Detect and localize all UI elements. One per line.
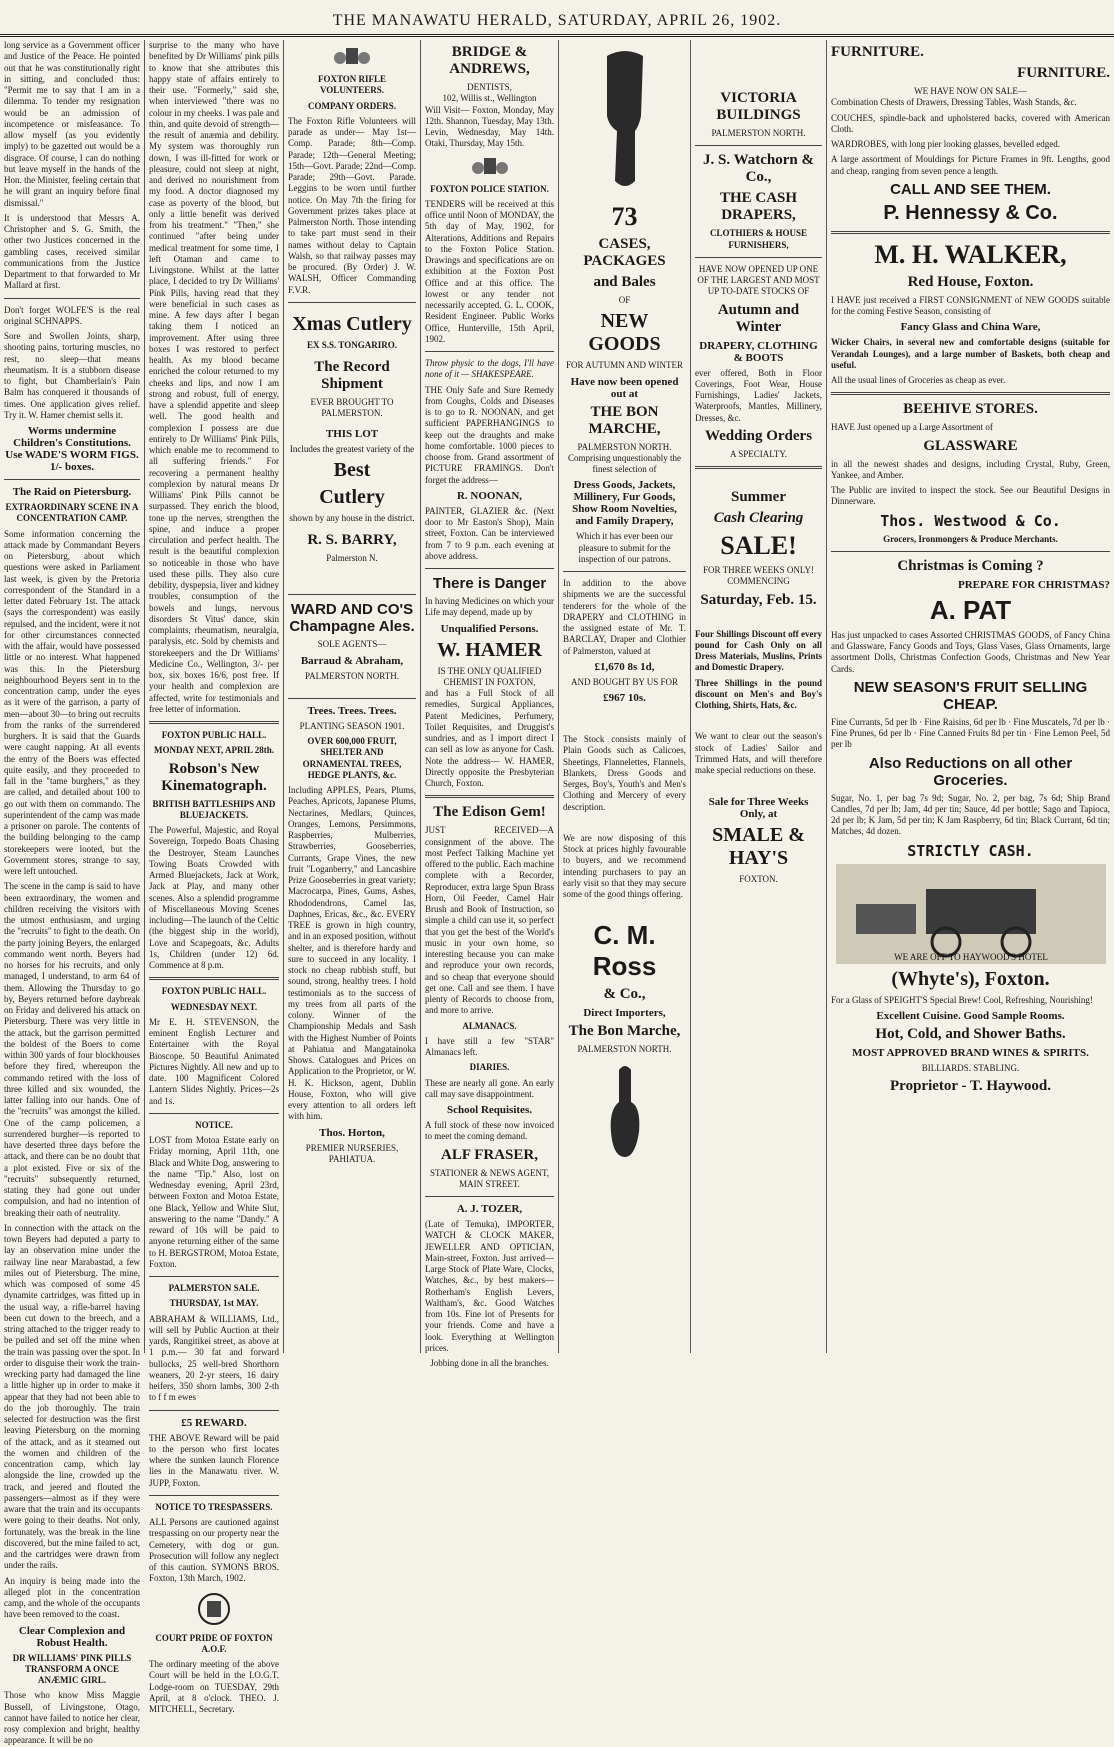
- ad-text: Wicker Chairs, in several new and comfortable designs (suitable for Verandah Lounges), and a large number of Baskets, both cheap and useful.: [831, 337, 1110, 370]
- ad-text: Sore and Swollen Joints, sharp, shooting pains, torturing muscles, no rest, no sleep—that means rheumatism. It is a stubborn disease to fight, but Chamberlain's Pain Balm has conquered it thousands of times. One application gives relief. Try it. W. Hamer chemist sells it.: [4, 331, 140, 420]
- ad-text: WE HAVE NOW ON SALE—: [914, 86, 1027, 96]
- divider: [288, 698, 416, 699]
- ad-heading: BEEHIVE STORES.: [903, 401, 1038, 418]
- ad-text: I HAVE just received a FIRST CONSIGNMENT of NEW GOODS suitable for the coming Festive Season, consisting of: [831, 294, 1110, 316]
- divider: [695, 466, 822, 469]
- ad-text: ALL Persons are cautioned against trespassing on our property near the Cemetery, with dog or gun. Prosecution will follow any neglect of this caution. SYMONS BROS. Foxton, 13th March, 1902.: [149, 1517, 279, 1584]
- ad-text: FOR THREE WEEKS ONLY!: [702, 565, 814, 575]
- ad-heading: ALMANACS.: [462, 1020, 517, 1031]
- masthead-rule: [0, 34, 1114, 37]
- ad-text: THE Only Safe and Sure Remedy from Coughs, Colds and Diseases is to go to R. NOONAN, and get sufficient PAPERHANGINGS to keep out the draughts and make home comfortable. 1000 pieces to choose from. Grand assortment of PICTURE FRAMINGS. Don't forget the address—: [425, 384, 554, 485]
- ad-text: DENTISTS,: [467, 82, 512, 92]
- article-text: Some information concerning the attack made by Commandant Beyers on Pietersburg, about which questions were asked in Parliament last week, is given by the Pretoria correspondent of the Standard in a letter dated February 1st. The attack (says the correspondent) was easily repulsed, and the incident, were it not for other circumstances connected with the affair, would have possessed little or no interest. What happened was this. In the Pietersburg neighbourhood Beyers sent in to the concentration camp, under the eyes as it were of the garrison, a party of men—about 30—to bring out recruits from the ranks of the surrendered burghers. It is said that the Guards were caught napping. At all events the entry of the Boers was effected quite easily, and they proceeded to fall in the "tame burghers," as they are called, and detailed about 100 to go out with them on commando. The superintendent of the camp was made a prisoner on parole. The contents of the building belonging to the camp storekeepers were looted, but the Government stores, strange to say, were left untouched.: [4, 528, 140, 876]
- article-text: In connection with the attack on the town Beyers had deputed a party to lay an observation mine under the railway line near Marabastad, a few miles out of Pietersburg. The mine, which was composed of some 45 dynamite cartridges, was fitted up in the usual way, a rifle-barrel having been cut down to the breech, and a string attached to the trigger ready to be pulled and set off the mine when the train was passing over the spot. In order to disguise their work the train-wrecking party had damaged the line a little higher up in order to make it appear that they had not been able to do the job thoroughly. The train selected for destruction was the first leaving Pietersburg on the morning of the attack, and as it steamed out the women and children of the concentration camp, which lay alongside the line, crowded up the track, and jeered and flouted the passengers—almost as if they were aware that the train and its occupants were going to their deaths. Not only, fortunately, was the break in the line discovered, but the mine failed to act, and the cartridges were drawn from under the rails.: [4, 1222, 140, 1571]
- divider: [149, 1495, 279, 1496]
- crest-icon: [194, 1589, 234, 1629]
- article-subheading: DR WILLIAMS' PINK PILLS TRANSFORM A ONCE ANÆMIC GIRL.: [12, 1652, 132, 1685]
- ad-text: Four Shillings Discount off every pound for Cash Only on all Dress Materials, Muslins, Prints and Domestic Drapery.: [695, 628, 822, 673]
- ad-heading: Also Reductions on all other Groceries.: [868, 754, 1073, 789]
- royal-arms-icon: [470, 154, 510, 180]
- coach-illustration: [836, 864, 1106, 964]
- ad-heading: Proprietor - T. Haywood.: [890, 1078, 1051, 1094]
- ad-subheading: COMPANY ORDERS.: [308, 100, 396, 111]
- ad-text: Grocers, Ironmongers & Produce Merchants.: [883, 533, 1058, 544]
- ad-text: PREMIER NURSERIES, PAHIATUA.: [305, 1142, 399, 1164]
- ad-heading: NEW GOODS: [588, 310, 661, 356]
- ad-text: The Powerful, Majestic, and Royal Sovereign, Torpedo Boats Chasing the Destroyer, Steam Launches Towing Boats Crowded with Armed Bluejackets, Jack at Work, Jack at Play, and many other scenes. Also a splendid programme of Miscellaneous Moving Scenes including—The launch of the Celtic (the biggest ship in the world), Love and Scapegoats, &c. Adults 1s, Children (under 12) 6d. Commence at 8 p.m.: [149, 825, 279, 970]
- article-text: An inquiry is being made into the alleged plot in the concentration camp, and the whole of the occupants have been removed to the coast.: [4, 1575, 140, 1620]
- ad-heading: ALF FRASER,: [441, 1146, 538, 1163]
- ad-text: Will Visit— Foxton, Monday, May 12th. Shannon, Tuesday, May 13th. Levin, Wednesday, May 14th. Otaki, Thursday, May 15th.: [425, 104, 554, 149]
- ad-heading: CALL AND SEE THEM.: [890, 180, 1051, 198]
- ad-heading: Cutlery: [319, 485, 385, 508]
- ad-text: FOR AUTUMN AND WINTER: [565, 360, 684, 371]
- ad-text: SOLE AGENTS—: [317, 639, 387, 650]
- ad-heading: VICTORIA BUILDINGS: [716, 90, 801, 123]
- ad-text: The Public are invited to inspect the stock. See our Beautiful Designs in Dinnerware.: [831, 485, 1110, 507]
- ad-text: Three Shillings in the pound discount on Men's and Boy's Clothing, Shirts, Hats, &c.: [695, 677, 822, 710]
- masthead: [0, 0, 1114, 40]
- ad-text: FOXTON.: [739, 874, 778, 885]
- ad-heading: Sale for Three Weeks Only, at: [708, 796, 809, 821]
- ad-heading: School Requisites.: [447, 1104, 532, 1116]
- ad-text: in all the newest shades and designs, including Crystal, Ruby, Green, Yankee, and Amber.: [831, 458, 1110, 480]
- ad-text: The Stock consists mainly of Plain Goods such as Calicoes, Sheetings, Flannelettes, Flannels, Blankets, Dress Goods and Serges, Boy's, Youth's and Men's Clothing and Mercery of every description.: [563, 734, 686, 812]
- ad-heading: DIARIES.: [469, 1062, 510, 1073]
- ad-text: Don't forget WOLFE'S is the real original SCHNAPPS.: [4, 304, 140, 326]
- ad-heading: (Whyte's), Foxton.: [891, 967, 1050, 990]
- ad-heading: Barraud & Abraham,: [300, 654, 404, 667]
- ad-subheading: IS THE ONLY QUALIFIED CHEMIST IN FOXTON,: [437, 665, 542, 687]
- ad-heading: A. J. TOZER,: [456, 1203, 523, 1215]
- ad-heading: & Co.,: [603, 986, 646, 1003]
- ad-heading: PREPARE FOR CHRISTMAS?: [958, 578, 1110, 591]
- page-title: THE MANAWATU HERALD, SATURDAY, APRIL 26, 1902.: [332, 12, 782, 29]
- divider: [425, 351, 554, 352]
- ad-text: COMMENCING: [727, 576, 790, 587]
- ad-heading: Excellent Cuisine. Good Sample Rooms.: [876, 1009, 1065, 1022]
- ad-heading: Summer: [731, 489, 786, 505]
- ad-heading: NEW SEASON'S FRUIT SELLING CHEAP.: [853, 678, 1088, 713]
- ad-heading: THE CASH DRAPERS,: [719, 190, 798, 224]
- divider: [149, 977, 279, 980]
- ad-text: Includes the greatest variety of the: [289, 443, 415, 454]
- ad-text: Jobbing done in all the branches.: [430, 1358, 549, 1368]
- ad-heading: Have now been opened out at: [570, 375, 679, 400]
- column-1: [0, 40, 144, 1746]
- divider: [288, 302, 416, 303]
- ad-heading: FOXTON PUBLIC HALL.: [161, 986, 267, 997]
- ad-text: ever offered, Both in Floor Coverings, Foot Wear, House Furnishings, Ladies' Jackets, Waterproofs, Mantles, Millinery, Dresses, &c.: [695, 367, 822, 423]
- divider: [4, 479, 140, 480]
- ad-text: I have still a few "STAR" Almanacs left.: [425, 1035, 554, 1057]
- ad-heading: PALMERSTON SALE.: [168, 1283, 260, 1293]
- ad-heading: FURNITURE.: [831, 44, 924, 60]
- article-text: It is understood that Messrs A. Christopher and S. G. Smith, the other two Justices concerned in the gambling cases, received similar communications from the Justice Department to that forwarded to Mr Mallard at first.: [4, 212, 140, 291]
- ad-text: 102, Willis st., Wellington: [442, 93, 537, 104]
- ad-heading: The Edison Gem!: [433, 804, 546, 821]
- ad-text: A large assortment of Mouldings for Picture Frames in 9ft. Lengths, good and cheap, ranging from seven pence a length.: [831, 154, 1110, 176]
- ad-text: Has just unpacked to cases Assorted CHRISTMAS GOODS, of Fancy China and Glassware, Fancy Goods and Toys, Glass Vases, Glass Ornaments, large assortment Dolls, Christmas Confection Goods, Christmas and New Year Cards.: [831, 629, 1110, 674]
- column-7: [827, 40, 1114, 1353]
- column-2: [145, 40, 283, 1714]
- ad-text: PALMERSTON NORTH.: [577, 1044, 672, 1055]
- ad-text: COUCHES, spindle-back and upholstered backs, covered with American Cloth.: [831, 112, 1110, 134]
- ad-text: THE ABOVE Reward will be paid to the person who first locates where the sunken launch Florence lies in the Manawatu river. W. JUPP, Foxton.: [149, 1432, 279, 1488]
- article-text: Those who know Miss Maggie Bussell, of Livingstone, Otago, cannot have failed to notice her clear, rosy complexion and bright, healthy appearance. It will be no: [4, 1690, 140, 1746]
- ad-heading: FOXTON POLICE STATION.: [430, 183, 549, 194]
- divider: [831, 392, 1110, 395]
- ad-text: Palmerston N.: [326, 553, 378, 563]
- ad-text: Mr E. H. STEVENSON, the eminent English Lecturer and Entertainer with the Royal Bioscope. 50 Beautiful Animated Pictures Nightly. All new and up to date. 100 Magnificent Colored Lantern Slides Nightly. Prices—2s and 1s.: [149, 1016, 279, 1106]
- ad-heading: WARD AND CO'S Champagne Ales.: [289, 601, 415, 636]
- ad-heading: Unqualified Persons.: [440, 622, 539, 635]
- ad-heading: Trees. Trees. Trees.: [307, 704, 397, 717]
- article-text: surprise to the many who have benefited by Dr Williams' pink pills to know that she attributes this happy state of affairs entirely to their use. "Formerly," said she, when interviewed "there was no colour in my cheeks. I was pale and thin, and quite devoid of strength—the result of anæmia and debility. My system was thoroughly run down, I was ill-fitted for work or pleasure, could not sleep at night, and derived no nourishment from my food. A doctor diagnosed my case as poverty of the blood, but only a little benefit was derived from his treatment." "Then," she continued "after being under medical treatment for some time, I left Otaman and came to Livingstone. Whilst at the latter place, I decided to try Dr Williams' Pink Pills, having read that they were beneficial in such cases as mine. A few days after I began taking them I noticed an improvement. After using three boxes I was restored to perfect health. As my blood became enriched the colour returned to my cheeks and lips, and now I am strong and robust, full of energy, have a splendid appetite and sleep well. The good health and complexion I possess are due entirely to Dr Williams' Pink Pills, which enable me to recommend to all suffering friends." For recovering a permanent healthy complexion by natural means Dr Williams' Pink Pills cannot be surpassed. They enrich the blood, tone up the nerves, strengthen the spine, and induce a proper circulation and perfect health. The result is the beautiful complexion so noticeable in those who have used these pills. They also cure debility, dyspepsia, liver and kidney troubles, consumption of the bowels and lungs, nervous disorders St Vitus' dance, skin complaints, rheumatism, neuralgia, paralysis, etc. Sold by chemists and storekeepers and the Dr Williams' Medicine Co., Wellington, 3/- per box, six boxes 16/6, post free. If your health and complexion are affected, write for testimonials and free letter of information.: [149, 40, 279, 714]
- ad-heading: There is Danger: [432, 575, 547, 592]
- ad-heading: MOST APPROVED BRAND WINES & SPIRITS.: [852, 1046, 1089, 1059]
- ad-heading: £5 REWARD.: [181, 1416, 247, 1429]
- ad-heading: FOXTON RIFLE VOLUNTEERS.: [317, 74, 387, 96]
- ad-subheading: MONDAY NEXT, APRIL 28th.: [154, 745, 274, 756]
- ad-text: Including APPLES, Pears, Plums, Peaches, Apricots, Japanese Plums, Nectarines, Medlars, Quinces, Oranges, Lemons, Persimmons, Raspberries, Mulberries, Strawberries, Gooseberries, Currants, Grape Vines, the new fruit "Loganberry," and Lancashire Prize Gooseberries in great variety; Macrocarpa, Pines, Gums, Ashes, Rhododendrons, Camel Ias, Daphnes, Ericas, &c., &c. EVERY TREE is grown in high country, and in an exposed position, without shelter, and is therefore hardy and sure to succeed in any locality. I stock no cheap rubbish stuff, but sound, strong, healthy trees. I hold testimonials as to the success of my trees from all parts of the colony. Winner of the Championship Medals and Sash with the Highest Number of Points at Pahiatua and Mangatainoka Shows. Catalogues and Prices on Application to the Proprietor, or W. H. K. Hickson, agent, Dublin House, Foxton, who will give every attention to all orders left with him.: [288, 785, 416, 1122]
- ad-heading: Fancy Glass and China Ware,: [900, 321, 1041, 334]
- ad-heading: C. M. Ross: [592, 920, 657, 982]
- ad-subheading: CLOTHIERS & HOUSE FURNISHERS,: [709, 228, 808, 250]
- column-3: [284, 40, 420, 1353]
- ad-text: We are now disposing of this Stock at prices highly favourable to buyers, and we recommend intending purchasers to pay an early visit so that they may secure some of the good things offering.: [563, 832, 686, 899]
- ad-text: STATIONER & NEWS AGENT, MAIN STREET.: [429, 1167, 550, 1189]
- ad-heading: and Bales: [593, 274, 656, 290]
- ad-text: HAVE Just opened up a Large Assortment of: [831, 422, 993, 433]
- ad-heading: COURT PRIDE OF FOXTON A.O.F.: [155, 1632, 273, 1654]
- ad-heading: £967 10s.: [603, 692, 646, 704]
- ad-text: WARDROBES, with long pier looking glasses, bevelled edged.: [831, 139, 1060, 149]
- ad-text: and has a Full Stock of all remedies, Surgical Appliances, Patent Medicines, Perfumery, Toilet Requisites, and Druggist's sundries, and as I import direct I can sell as low as anyone for Cash. Note the address— W. HAMER, Directly opposite the Presbyterian Church, Foxton.: [425, 688, 554, 788]
- ad-text: JUST RECEIVED—A consignment of the above. The most Perfect Talking Machine yet offered to the public. Each machine complete with a Recorder, Reproducer, extra large Spun Brass Horn, Oil Feeder, Camel Hair Brush and Book of Instruction, so simple a child can use it, so perfect that you get the best of the World's music in your own home, so interesting because you can make and reproduce your own records, and so cheap that everyone should get one. Call and see them. I have plenty of Records to choose from, and more to arrive.: [425, 825, 554, 1016]
- ad-heading: J. S. Watchorn & Co.,: [703, 152, 814, 186]
- ad-text: Throw physic to the dogs, I'll have none of it — SHAKESPEARE.: [425, 358, 554, 380]
- article-heading: Clear Complexion and Robust Health.: [18, 1624, 126, 1649]
- divider: [425, 1196, 554, 1197]
- ad-text: PALMERSTON NORTH.: [305, 670, 399, 681]
- ad-text: EVER BROUGHT TO PALMERSTON.: [310, 397, 394, 419]
- article-heading: The Raid on Pietersburg.: [12, 486, 132, 498]
- ad-text: PALMERSTON NORTH.: [577, 441, 672, 452]
- ad-text: PAINTER, GLAZIER &c. (Next door to Mr Easton's Shop), Main street, Foxton. Can be interviewed from 7 to 9 p.m. each evening at above address.: [425, 505, 554, 561]
- ad-text: Comprising unquestionably the finest selection of: [568, 452, 681, 474]
- ad-subheading: WEDNESDAY NEXT.: [170, 1001, 258, 1012]
- ad-heading: STRICTLY CASH.: [907, 841, 1034, 860]
- ad-heading: NOTICE.: [195, 1119, 233, 1130]
- ad-text: Combination Chests of Drawers, Dressing Tables, Wash Stands, &c.: [831, 97, 1077, 108]
- ad-heading: Direct Importers,: [583, 1007, 666, 1020]
- divider: [831, 551, 1110, 552]
- ad-heading: Hot, Cold, and Shower Baths.: [875, 1025, 1066, 1042]
- column-5: [559, 40, 690, 1353]
- divider: [425, 568, 554, 569]
- ad-text: Fine Currants, 5d per lb · Fine Raisins, 6d per lb · Fine Muscatels, 7d per lb · Fine Prunes, 6d per lb · Fine Canned Fruits 8d per tin · Fine Lemon Peel, 5d per lb: [831, 716, 1110, 750]
- ad-subheading: BRITISH BATTLESHIPS AND BLUEJACKETS.: [152, 798, 276, 820]
- article-text: The scene in the camp is said to have been extraordinary, the women and children receiving the visitors with the utmost enthusiasm, and urging the "recruits" to fight to the death. On the party joining Beyers, the enlarged commando went north. Beyers had no horses for his recruits, and only managed, I understand, to arm 64 of them. Allowing the Thursday to go by, Beyers returned before daybreak on Friday and delivered his attack on Pietersburg. There was very little in the attack, but the garrison permitted the boldest of the Boers to come within 300 yards of four blockhouses before they fired, whereupon the commando retired with the loss of three killed and six wounded, the latter falling into our hands. One of the "recruits" was amongst the killed. One of the camp policemen, a surrendered burgher—is reported to have deserted three days before the attack, and there can be no doubt that a plot existed. Five or six of the "recruits" subsequently returned, stating they had gone out under compulsion, and had no intention of breaking their oath of neutrality.: [4, 881, 140, 1218]
- ad-text: shown by any house in the district.: [289, 512, 415, 523]
- ad-heading: 73: [611, 202, 638, 231]
- ad-text: (Late of Temuka), IMPORTER, WATCH & CLOCK MAKER, JEWELLER AND OPTICIAN, Main-street, Foxton. Just arrived—Large Stock of Plate Ware, Clocks, Watches, &c., by best makers—Rotherham's English Levers, Waltham's, &c. Good Watches from 10s. Fine lot of Presents for your friends. Come and have a look. Everything at Wellington prices.: [425, 1219, 554, 1353]
- ad-heading: R. NOONAN,: [456, 489, 523, 502]
- ad-heading: NOTICE TO TRESPASSERS.: [155, 1501, 273, 1512]
- ad-text: PLANTING SEASON 1901.: [299, 720, 405, 731]
- pointing-hand-icon: [605, 1062, 645, 1162]
- article-text: long service as a Government officer and Justice of the Peace. He pointed out that he was constitutionally right in sitting, and concluded thus: "Permit me to say that I am in a dilemma. To tender my resignation would be an admission of incompetence or misfeasance. To allow myself (as you evidently imply) to be gazetted out would be a disgrace. Of course, I can do nothing but leave myself in the hands of the Hon. the Minister, feeling certain that he will grant an inquiry before final dismissal.": [4, 40, 140, 208]
- ad-heading: SMALE & HAY'S: [712, 824, 805, 870]
- ad-subheading: OVER 600,000 FRUIT, SHELTER AND ORNAMENTAL TREES, HEDGE PLANTS, &c.: [302, 736, 402, 780]
- ad-heading: Thos. Westwood & Co.: [880, 511, 1061, 530]
- ad-heading: Red House, Foxton.: [907, 273, 1034, 290]
- ad-heading: A. PAT: [929, 594, 1012, 625]
- ad-text: A full stock of these now invoiced to meet the coming demand.: [425, 1120, 554, 1142]
- ad-heading: Wedding Orders: [704, 427, 813, 444]
- divider: [149, 1410, 279, 1411]
- ad-text: ABRAHAM & WILLIAMS, Ltd., will sell by Public Auction at their yards, Rangitikei street, as above at 1 p.m.— 30 fat and forward bullocks, 25 well-bred Shorthorn weaners, 20 2-yr steers, 16 dairy heifers, 350 shorn lambs, 300 2-th to f f m ewes: [149, 1313, 279, 1403]
- ad-subheading: THURSDAY, 1st MAY.: [169, 1298, 259, 1309]
- divider: [695, 257, 822, 258]
- divider: [149, 1276, 279, 1277]
- ad-text: HAVE NOW OPENED UP ONE OF THE LARGEST AND MOST UP TO-DATE STOCKS OF: [697, 263, 820, 297]
- ad-text: The Foxton Rifle Volunteers will parade as under— May 1st—Comp. Parade; 8th—Comp. Parade; 12th—General Meeting; 15th—Govt. Parade; 22nd—Comp. Parade; 29th—Govt. Parade. Leggins to be worn until further notice. On May 7th the firing for Government prizes takes place at Palmerston North. Those intending to take part must send in their names without delay to Captain Walsh, so that railway passes may be procured. (By Order) J. W. WALSH, Officer Commanding F.V.R.: [288, 115, 416, 295]
- ad-text: We want to clear out the season's stock of Ladies' Sailor and Trimmed Hats, and will therefore make special reductions on these.: [695, 731, 822, 775]
- ad-heading: Worms undermine Children's Constitutions. Use WADE'S WORM FIGS. 1/- boxes.: [5, 425, 139, 473]
- ad-heading: Robson's New Kinematograph.: [161, 760, 267, 794]
- ad-heading: Thos. Horton,: [319, 1126, 385, 1139]
- divider: [149, 721, 279, 724]
- ad-text: All the usual lines of Groceries as cheap as ever.: [831, 375, 1006, 385]
- ad-text: For a Glass of SPEIGHT'S Special Brew! Cool, Refreshing, Nourishing!: [831, 994, 1093, 1005]
- ad-heading: W. HAMER: [437, 638, 542, 661]
- divider: [288, 594, 416, 595]
- ad-heading: Autumn and Winter: [717, 301, 800, 335]
- ad-text: Sugar, No. 1, per bag 7s 9d; Sugar, No. 2, per bag, 7s 6d; Ship Brand Candles, 7d per lb; Jam, 4d per tin; Sauce, 4d per bottle; Sago and Tapioca, 2d per lb; K Jam, 5d per tin; K Jam Raspberry, 6d tin; Black Currant, 6d tin; Matches, 4d dozen.: [831, 792, 1110, 837]
- ad-heading: Xmas Cutlery: [292, 312, 412, 335]
- ad-text: These are nearly all gone. An early call may save disappointment.: [425, 1077, 554, 1099]
- ad-heading: M. H. WALKER,: [874, 239, 1067, 269]
- divider: [695, 145, 822, 146]
- column-4: [421, 40, 558, 1368]
- ad-text: PALMERSTON NORTH.: [711, 128, 806, 138]
- column-6: [691, 40, 826, 1353]
- ad-heading: THE BON MARCHE,: [588, 403, 661, 437]
- royal-arms-icon: [332, 44, 372, 70]
- ad-heading: Dress Goods, Jackets, Millinery, Fur Goods, Show Room Novelties, and Family Drapery,: [572, 479, 677, 528]
- ad-text: The ordinary meeting of the above Court will be held in the I.O.G.T. Lodge-room on TUESDAY, 29th April, at 8 o'clock. THEO. J. MITCHELL, Secretary.: [149, 1659, 279, 1714]
- ad-heading: Saturday, Feb. 15.: [700, 591, 817, 608]
- ad-heading: Best: [333, 458, 371, 481]
- ad-text: A SPECIALTY.: [729, 448, 788, 459]
- article-subheading: EXTRAORDINARY SCENE IN A CONCENTRATION CAMP.: [5, 502, 139, 524]
- divider: [831, 231, 1110, 234]
- ad-heading: R. S. BARRY,: [307, 532, 397, 548]
- ad-heading: The Bon Marche,: [568, 1023, 681, 1040]
- ad-heading: SALE!: [720, 531, 797, 560]
- divider: [563, 571, 686, 572]
- ad-heading: FOXTON PUBLIC HALL.: [161, 730, 267, 740]
- ad-heading: P. Hennessy & Co.: [883, 201, 1058, 224]
- ad-text: OF: [618, 295, 631, 305]
- ad-heading: £1,670 8s 1d,: [594, 660, 655, 673]
- ad-heading: BRIDGE & ANDREWS,: [449, 44, 530, 77]
- ad-text: In addition to the above shipments we are the successful tenderers for the whole of the DRAPERY and CLOTHING in the assigned estate of Mr. T. BARCLAY, Draper and Clothier of Palmerston, valued at: [563, 578, 686, 656]
- ad-heading: Cash Clearing: [713, 510, 804, 526]
- ad-heading: DRAPERY, CLOTHING & BOOTS: [699, 339, 818, 364]
- ad-heading: FURNITURE.: [1017, 65, 1110, 81]
- ad-heading: THIS LOT: [325, 427, 379, 440]
- ad-heading: Christmas is Coming ?: [897, 557, 1044, 574]
- pointing-hand-icon: [595, 46, 655, 196]
- ad-text: LOST from Motoa Estate early on Friday morning, April 11th, one Black and White Dog, answering to the name "Tip." Also, lost on Wednesday evening, April 23rd, between Foxton and Motoa Estate, one Black, Yellow and White Slut, answering to the name "Dandy." A reward of 10s will be paid to anyone returning either of the same to H. BERGSTROM, Motoa Estate, Foxton.: [149, 1135, 279, 1269]
- ad-text: In having Medicines on which your Life may depend, made up by: [425, 596, 554, 618]
- ad-heading: The Record Shipment: [314, 359, 390, 392]
- ad-heading: CASES, PACKAGES: [583, 236, 666, 269]
- divider: [149, 1113, 279, 1114]
- ad-text: Which it has ever been our pleasure to submit for the inspection of our patrons.: [576, 531, 673, 564]
- illustration-caption: WE ARE OFF TO HAYWOOD'S HOTEL: [893, 951, 1048, 962]
- ad-subheading: EX S.S. TONGARIRO.: [307, 339, 397, 350]
- divider: [4, 298, 140, 299]
- divider: [425, 795, 554, 798]
- ad-text: AND BOUGHT BY US FOR: [570, 676, 678, 687]
- ad-text: BILLIARDS. STABLING.: [921, 1062, 1020, 1073]
- ad-text: TENDERS will be received at this office until Noon of MONDAY, the 5th day of May, 1902, for Alterations, Additions and Repairs to the Foxton Police Station. Drawings and specifications are on exhibition at the Foxton Post Office and at this office. The lowest or any tender not necessarily accepted. G. L. COOK, Resident Engineer. Public Works Office, Hunterville, 15th April, 1902.: [425, 198, 554, 344]
- ad-heading: GLASSWARE: [923, 437, 1018, 454]
